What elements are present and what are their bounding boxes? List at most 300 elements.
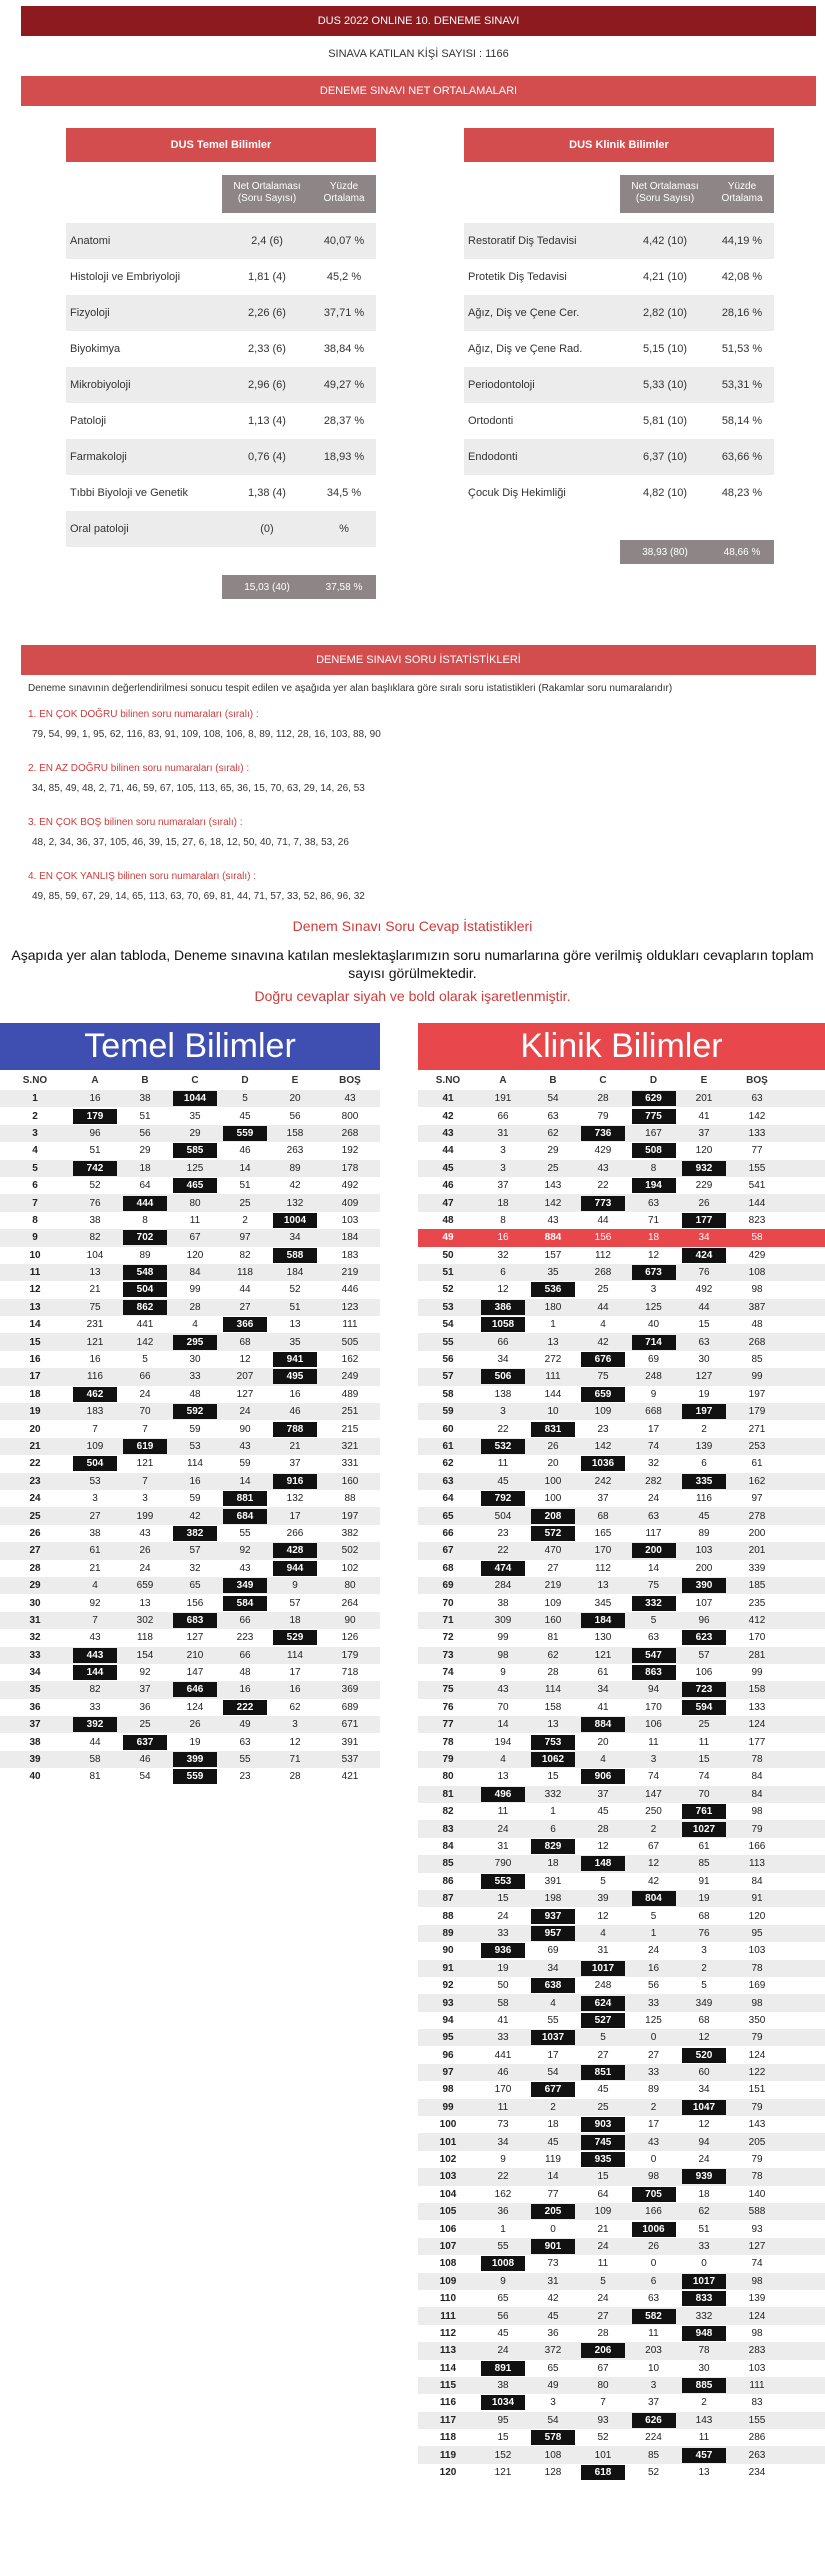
answer-count: 49 (239, 1719, 251, 1731)
correct-answer-count: 804 (632, 1891, 676, 1906)
answer-count: 33 (698, 2240, 710, 2252)
answer-count: 263 (286, 1145, 304, 1157)
correct-answer-count: 520 (682, 2048, 726, 2063)
answer-count: 61 (89, 1545, 101, 1557)
answer-count: 13 (547, 1336, 559, 1348)
answer-count: 387 (748, 1301, 766, 1313)
answer-row (418, 1890, 825, 1907)
answer-row (418, 1368, 825, 1385)
answer-count: 78 (751, 1754, 763, 1766)
answer-count: 84 (751, 1875, 763, 1887)
pct-value: 28,37 % (323, 415, 365, 427)
question-number: 87 (442, 1893, 454, 1905)
answer-count: 89 (139, 1249, 151, 1261)
answer-count (120, 1264, 170, 1281)
answer-count: 3 (701, 1945, 707, 1957)
answer-count: 40 (647, 1319, 660, 1331)
answer-count: 263 (748, 2449, 766, 2461)
answer-count (528, 2203, 578, 2220)
answer-count: 75 (597, 1371, 609, 1383)
answer-count: 103 (341, 1214, 359, 1226)
question-number: 109 (439, 2275, 457, 2287)
question-number: 7 (32, 1197, 38, 1209)
answer-count: 100 (544, 1475, 562, 1487)
answer-count: 229 (695, 1180, 713, 1192)
answer-count: 10 (547, 1406, 559, 1418)
net-row (464, 403, 774, 439)
answer-count (170, 1768, 220, 1785)
subject-name: Biyokimya (70, 343, 121, 355)
answer-count: 99 (751, 1667, 763, 1679)
net-row (66, 295, 376, 331)
answer-count (270, 1212, 320, 1229)
question-number: 21 (29, 1441, 41, 1452)
answer-count: 242 (594, 1475, 612, 1487)
answer-count (679, 1629, 729, 1646)
answer-count: 45 (547, 2310, 559, 2322)
answer-count: 0 (650, 2032, 657, 2044)
question-number: 104 (439, 2188, 457, 2200)
answer-count: 200 (748, 1527, 766, 1539)
answer-count: 42 (647, 1875, 660, 1887)
answer-count: 65 (497, 2293, 509, 2305)
stat-title: 1. EN ÇOK DOĞRU bilinen soru numaraları (sıralı) : (28, 709, 259, 720)
answer-count: 62 (547, 1127, 559, 1139)
answer-count: 25 (597, 1284, 609, 1296)
answer-row (0, 1455, 380, 1472)
answer-count (628, 2220, 679, 2237)
answer-count (528, 1281, 578, 1298)
answer-count: 16 (189, 1475, 201, 1487)
answer-count (578, 1455, 628, 1472)
answer-count: 30 (189, 1354, 201, 1366)
answer-count: 24 (239, 1406, 251, 1418)
correct-answer-count: 683 (173, 1613, 217, 1628)
answer-count: 23 (239, 1771, 251, 1783)
stat-title: 4. EN ÇOK YANLIŞ bilinen soru numaraları (sıralı) : (28, 871, 257, 882)
answer-count: 9 (500, 2154, 506, 2166)
answer-count: 446 (341, 1284, 359, 1296)
answer-count (70, 1160, 120, 1177)
answer-count: 659 (136, 1580, 154, 1592)
question-number: 107 (439, 2240, 457, 2252)
question-number: 13 (29, 1301, 41, 1313)
answer-count (578, 1716, 628, 1733)
answer-count: 117 (645, 1527, 662, 1539)
question-number: 72 (442, 1632, 454, 1644)
answer-count (478, 1942, 528, 1959)
correct-answer-count: 676 (581, 1352, 625, 1367)
answer-count: 43 (497, 1684, 509, 1696)
answer-count: 339 (748, 1562, 766, 1574)
answer-count: 23 (597, 1423, 609, 1435)
answer-row (418, 1090, 825, 1107)
answer-count (170, 1751, 220, 1768)
question-number: 39 (29, 1754, 41, 1766)
answer-count: 114 (545, 1684, 561, 1696)
answer-count: 120 (695, 1145, 713, 1157)
answer-count: 28 (547, 1667, 559, 1679)
answer-count: 74 (647, 1771, 660, 1783)
answer-count: 109 (86, 1441, 104, 1452)
answer-count: 76 (89, 1197, 101, 1209)
answer-count (220, 1577, 270, 1594)
answer-count: 107 (695, 1597, 713, 1609)
answer-row (0, 1264, 380, 1281)
correct-answer-count: 1027 (682, 1822, 726, 1837)
answer-count: 92 (239, 1545, 251, 1557)
question-number: 23 (29, 1475, 41, 1487)
answer-count: 19 (698, 1893, 710, 1905)
answer-count: 409 (341, 1197, 359, 1209)
answer-count: 24 (698, 2154, 710, 2166)
correct-answer-count: 891 (481, 2361, 525, 2376)
answer-count: 12 (289, 1736, 301, 1748)
answer-count (578, 1125, 628, 1142)
answer-count: 28 (597, 1093, 609, 1105)
answer-count: 185 (748, 1580, 766, 1592)
answer-count: 82 (89, 1684, 101, 1696)
answer-count: 283 (748, 2345, 766, 2357)
answer-count: 90 (239, 1423, 251, 1435)
answer-row (418, 1716, 825, 1733)
question-number: 46 (442, 1180, 454, 1192)
answer-count: 43 (647, 2136, 660, 2148)
question-number: 59 (442, 1406, 454, 1418)
answer-count: 160 (341, 1475, 359, 1487)
answer-count: 52 (597, 2432, 609, 2444)
answer-row (418, 2325, 825, 2342)
question-number: 61 (442, 1441, 454, 1452)
answer-count: 58 (497, 1997, 509, 2009)
question-number: 84 (442, 1840, 454, 1852)
answer-count (70, 1647, 120, 1664)
question-number: 77 (442, 1719, 454, 1731)
question-number: 34 (29, 1667, 41, 1679)
answer-count: 28 (597, 2327, 609, 2339)
question-number: 80 (442, 1771, 454, 1783)
answer-count: 24 (597, 2240, 609, 2252)
correct-answer-count: 773 (581, 1196, 625, 1211)
answer-count: 26 (189, 1719, 201, 1731)
answer-count (70, 1107, 120, 1124)
answer-count: 15 (698, 1319, 710, 1331)
answer-count: 34 (698, 2084, 710, 2096)
answer-count: 55 (497, 2240, 509, 2252)
answer-count: 121 (594, 1649, 612, 1661)
answer-count: 36 (139, 1701, 151, 1713)
correct-answer-count: 624 (581, 1996, 625, 2011)
answer-count: 106 (695, 1667, 713, 1679)
answer-count: 668 (645, 1406, 662, 1418)
answer-row (418, 2116, 825, 2133)
answer-count (578, 1994, 628, 2011)
answer-count: 369 (341, 1684, 359, 1696)
correct-answer-count: 179 (73, 1109, 117, 1124)
answer-count: 111 (545, 1371, 561, 1383)
answer-count (478, 2255, 528, 2272)
answer-count: 16 (89, 1093, 101, 1105)
answer-count: 17 (647, 1423, 660, 1435)
answer-count: 142 (544, 1197, 562, 1209)
answer-count (120, 1229, 170, 1246)
answer-count: 51 (139, 1110, 151, 1122)
question-number: 1 (32, 1093, 38, 1105)
question-number: 44 (442, 1145, 454, 1157)
answer-count: 44 (597, 1301, 609, 1313)
answer-row (418, 1507, 825, 1524)
answer-count: 59 (189, 1493, 201, 1505)
answer-count: 179 (341, 1649, 359, 1661)
correct-answer-count: 444 (123, 1196, 167, 1211)
answer-count (170, 1333, 220, 1350)
net-value: 2,96 (6) (248, 379, 286, 391)
correct-answer-count: 559 (223, 1126, 267, 1141)
question-number: 12 (29, 1284, 41, 1296)
answer-count: 96 (698, 1614, 710, 1626)
correct-answer-count: 831 (531, 1422, 575, 1437)
question-number: 10 (29, 1249, 41, 1261)
answer-count: 15 (497, 1893, 509, 1905)
answer-row (418, 1264, 825, 1281)
correct-answer-count: 386 (481, 1300, 525, 1315)
correct-answer-count: 863 (632, 1665, 676, 1680)
answer-row (418, 2273, 825, 2290)
answer-count: 34 (289, 1232, 301, 1244)
question-number: 17 (29, 1371, 41, 1383)
column-header: B (549, 1074, 557, 1086)
answer-count: 45 (239, 1110, 251, 1122)
temel-net-title: DUS Temel Bilimler (66, 128, 376, 162)
answer-row (418, 1525, 825, 1542)
column-header: E (291, 1074, 299, 1086)
answer-count: 0 (650, 2154, 657, 2166)
correct-answer-count: 901 (531, 2239, 575, 2254)
answer-count: 271 (748, 1423, 766, 1435)
answer-count (578, 1612, 628, 1629)
correct-answer-count: 548 (123, 1265, 167, 1280)
net-row (464, 295, 774, 331)
answer-count: 2 (701, 1962, 707, 1974)
answer-count: 170 (748, 1632, 766, 1644)
answer-count: 28 (189, 1301, 201, 1313)
answer-count: 17 (289, 1667, 301, 1679)
answer-count: 210 (186, 1649, 204, 1661)
subject-name: Anatomi (70, 235, 111, 247)
answer-count: 170 (494, 2084, 512, 2096)
stat-title: 2. EN AZ DOĞRU bilinen soru numaraları (sıralı) : (28, 763, 250, 774)
answer-row (418, 1994, 825, 2011)
question-number: 52 (442, 1284, 454, 1296)
answer-count (679, 2099, 729, 2116)
answer-count: 7 (142, 1475, 148, 1487)
answer-count: 74 (647, 1441, 660, 1452)
question-number: 30 (29, 1597, 41, 1609)
answer-count: 43 (89, 1632, 101, 1644)
correct-answer-count: 592 (173, 1404, 217, 1419)
question-number: 67 (442, 1545, 454, 1557)
correct-answer-count: 585 (173, 1143, 217, 1158)
answer-count: 19 (698, 1388, 710, 1400)
answer-count: 101 (594, 2449, 612, 2461)
answer-count: 178 (341, 1162, 359, 1174)
answer-count (578, 1960, 628, 1977)
correct-answer-count: 941 (273, 1352, 317, 1367)
answer-count: 250 (645, 1806, 662, 1818)
answer-count: 177 (748, 1736, 766, 1748)
answer-count: 94 (647, 1684, 660, 1696)
answer-count: 197 (748, 1388, 766, 1400)
answer-count: 79 (751, 2154, 763, 2166)
answer-count (270, 1351, 320, 1368)
answer-count (170, 1681, 220, 1698)
answer-count (528, 1925, 578, 1942)
question-number: 11 (29, 1267, 41, 1279)
question-number: 89 (442, 1927, 454, 1939)
answer-count (679, 2168, 729, 2185)
answer-count: 155 (748, 2414, 766, 2426)
correct-answer-count: 1004 (273, 1213, 317, 1228)
correct-answer-count: 702 (123, 1230, 167, 1245)
answer-count: 27 (89, 1510, 101, 1522)
answer-count: 13 (547, 1719, 559, 1731)
answers-description: Aşapıda yer alan tabloda, Deneme sınavına katılan meslektaşlarımızın soru numarlarına göre verilmiş oldukları cevapların toplam sayısı görülmektedir. (11, 947, 814, 981)
correct-answer-count: 884 (531, 1230, 575, 1245)
answer-count: 3 (92, 1493, 98, 1505)
answer-count: 1 (500, 2223, 506, 2235)
answer-count (679, 1212, 729, 1229)
answer-count: 118 (237, 1267, 253, 1279)
answer-count (528, 1733, 578, 1750)
answer-count (578, 2133, 628, 2150)
answer-count: 142 (594, 1441, 612, 1452)
correct-answer-count: 506 (481, 1369, 525, 1384)
answer-count (628, 1333, 679, 1350)
answer-count: 16 (89, 1354, 101, 1366)
answer-row (418, 1316, 825, 1333)
answer-count: 7 (142, 1423, 148, 1435)
answer-count: 192 (341, 1145, 359, 1157)
answer-row (418, 2099, 825, 2116)
answer-count: 120 (748, 1910, 766, 1922)
correct-answer-count: 547 (632, 1648, 676, 1663)
answer-count: 80 (597, 2380, 609, 2392)
answer-count: 24 (139, 1388, 151, 1400)
answer-count: 13 (698, 2467, 710, 2479)
answer-count: 37 (597, 1493, 609, 1505)
question-number: 4 (32, 1145, 38, 1157)
answer-count: 128 (544, 2467, 562, 2479)
col-pct-header: Yüzde Ortalama (323, 181, 365, 204)
answer-count: 34 (698, 1232, 710, 1244)
answer-count: 74 (751, 2258, 763, 2270)
question-number: 9 (32, 1232, 38, 1244)
answer-count: 98 (751, 1806, 763, 1818)
answer-count: 45 (597, 2084, 609, 2096)
correct-answer-count: 508 (632, 1143, 676, 1158)
column-header: BOŞ (339, 1074, 361, 1086)
answer-count: 4 (600, 1754, 606, 1766)
answer-count: 112 (595, 1249, 611, 1261)
answer-count: 21 (89, 1284, 101, 1296)
answer-count: 162 (748, 1475, 766, 1487)
correct-answer-count: 932 (682, 1161, 726, 1176)
correct-answer-count: 443 (73, 1648, 117, 1663)
answer-count: 11 (648, 2327, 659, 2339)
answer-count: 0 (650, 2258, 657, 2270)
answer-count (120, 1438, 170, 1455)
answer-count (578, 1194, 628, 1211)
correct-answer-count: 335 (682, 1474, 726, 1489)
correct-answer-count: 474 (481, 1561, 525, 1576)
question-number: 79 (442, 1754, 454, 1766)
answer-count (679, 1473, 729, 1490)
answer-row (418, 1438, 825, 1455)
answer-count: 349 (695, 1997, 713, 2009)
answer-count: 2 (650, 2101, 657, 2113)
question-number: 98 (442, 2084, 454, 2096)
question-number: 64 (442, 1493, 454, 1505)
net-value: (0) (260, 523, 274, 535)
answer-count: 17 (289, 1510, 301, 1522)
answer-count: 24 (647, 1493, 660, 1505)
pct-value: 63,66 % (721, 451, 763, 463)
net-row (66, 367, 376, 403)
answer-count: 85 (751, 1354, 763, 1366)
question-number: 24 (29, 1493, 41, 1505)
answer-count: 57 (289, 1597, 301, 1609)
answer-count: 59 (189, 1423, 201, 1435)
answer-count (578, 2464, 628, 2481)
answer-count: 48 (239, 1667, 251, 1679)
correct-answer-count: 200 (632, 1543, 676, 1558)
answer-count (478, 1316, 528, 1333)
answer-count: 74 (698, 1771, 710, 1783)
answer-count: 8 (500, 1214, 506, 1226)
answer-row (418, 1907, 825, 1924)
question-number: 81 (442, 1788, 454, 1800)
pct-value: 42,08 % (721, 271, 763, 283)
answer-count: 55 (239, 1754, 251, 1766)
question-number: 33 (29, 1649, 41, 1661)
answer-count: 266 (286, 1527, 304, 1539)
answer-count: 111 (342, 1319, 358, 1331)
correct-answer-count: 753 (531, 1735, 575, 1750)
answer-count: 12 (239, 1354, 251, 1366)
answer-count: 2 (550, 2101, 556, 2113)
net-row (66, 259, 376, 295)
answer-row (418, 1160, 825, 1177)
question-number: 93 (442, 1997, 454, 2009)
answer-count: 44 (597, 1214, 609, 1226)
answer-count: 75 (89, 1301, 101, 1313)
answer-row (0, 1107, 380, 1124)
question-number: 14 (29, 1319, 41, 1331)
answers-header-row (0, 1070, 380, 1090)
question-number: 120 (439, 2467, 457, 2479)
answer-count: 49 (547, 2380, 559, 2392)
answer-row (0, 1368, 380, 1385)
stats-intro: Deneme sınavının değerlendirilmesi sonucu tespit edilen ve aşağıda yer alan başlıklara göre sıralı soru istatistikleri (Rakamlar soru numaralarıdır) (28, 683, 673, 694)
answer-count: 412 (748, 1614, 766, 1626)
question-number: 5 (32, 1162, 38, 1174)
question-number: 63 (442, 1475, 454, 1487)
answer-row (0, 1194, 380, 1211)
answer-count: 16 (289, 1388, 301, 1400)
answer-count: 3 (650, 1754, 657, 1766)
answer-count: 97 (239, 1232, 251, 1244)
answer-count: 83 (751, 2397, 763, 2409)
